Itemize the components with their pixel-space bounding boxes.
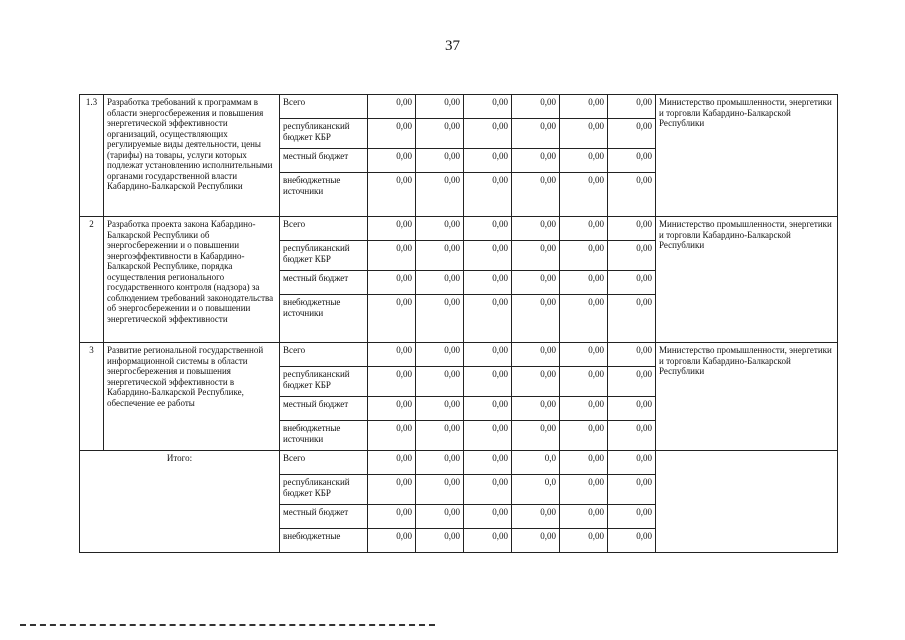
value-cell: 0,00 — [416, 119, 464, 149]
value-cell: 0,00 — [416, 271, 464, 295]
value-cell: 0,00 — [416, 421, 464, 451]
value-cell: 0,00 — [464, 475, 512, 505]
row-number: 3 — [80, 343, 104, 451]
value-cell: 0,00 — [368, 241, 416, 271]
value-cell: 0,00 — [464, 241, 512, 271]
funding-source: республиканский бюджет КБР — [280, 241, 368, 271]
value-cell: 0,00 — [464, 343, 512, 367]
value-cell: 0,00 — [608, 119, 656, 149]
value-cell: 0,00 — [512, 505, 560, 529]
funding-source: внебюджетные — [280, 529, 368, 553]
row-description: Разработка проекта закона Кабардино-Балкарской Республики об энергосбережении и о повышении энергоэффективности в Кабардино-Балкарской Республике, порядка осуществления регионального государственного контроля (надзора) за соблюдением требований законодательства об энергосбережении и о повышении энергетической эффективности — [104, 217, 280, 343]
responsible-body: Министерство промышленности, энергетики и торговли Кабардино-Балкарской Республики — [656, 95, 838, 217]
value-cell: 0,00 — [368, 397, 416, 421]
value-cell: 0,00 — [512, 241, 560, 271]
value-cell: 0,00 — [368, 149, 416, 173]
value-cell: 0,00 — [560, 451, 608, 475]
value-cell: 0,00 — [368, 271, 416, 295]
value-cell: 0,00 — [512, 119, 560, 149]
value-cell: 0,00 — [464, 451, 512, 475]
value-cell: 0,00 — [416, 95, 464, 119]
funding-source: Всего — [280, 343, 368, 367]
funding-source: внебюджетные источники — [280, 295, 368, 343]
value-cell: 0,00 — [368, 119, 416, 149]
value-cell: 0,00 — [608, 343, 656, 367]
value-cell: 0,00 — [560, 241, 608, 271]
value-cell: 0,00 — [512, 271, 560, 295]
funding-source: Всего — [280, 95, 368, 119]
value-cell: 0,00 — [608, 505, 656, 529]
value-cell: 0,00 — [416, 367, 464, 397]
value-cell: 0,00 — [560, 475, 608, 505]
value-cell: 0,00 — [608, 295, 656, 343]
value-cell: 0,00 — [512, 397, 560, 421]
value-cell: 0,00 — [512, 173, 560, 217]
value-cell: 0,00 — [560, 529, 608, 553]
responsible-body: Министерство промышленности, энергетики и торговли Кабардино-Балкарской Республики — [656, 343, 838, 451]
value-cell: 0,00 — [416, 505, 464, 529]
value-cell: 0,00 — [560, 343, 608, 367]
row-number: 2 — [80, 217, 104, 343]
value-cell: 0,00 — [368, 451, 416, 475]
funding-source: Всего — [280, 217, 368, 241]
value-cell: 0,00 — [368, 475, 416, 505]
value-cell: 0,00 — [464, 295, 512, 343]
value-cell: 0,00 — [512, 295, 560, 343]
funding-source: республиканский бюджет КБР — [280, 119, 368, 149]
row-description: Разработка требований к программам в области энергосбережения и повышения энергетической эффективности организаций, осуществляющих регулируемые виды деятельности, цены (тарифы) на товары, услуги которых подлежат установлению исполнительными органами государственной власти Кабардино-Балкарской Республики — [104, 95, 280, 217]
value-cell: 0,00 — [416, 217, 464, 241]
value-cell: 0,00 — [560, 505, 608, 529]
funding-source: внебюджетные источники — [280, 173, 368, 217]
value-cell: 0,00 — [416, 451, 464, 475]
funding-source: Всего — [280, 451, 368, 475]
value-cell: 0,00 — [608, 149, 656, 173]
value-cell: 0,00 — [416, 295, 464, 343]
value-cell: 0,00 — [416, 529, 464, 553]
value-cell: 0,00 — [560, 295, 608, 343]
responsible-body: Министерство промышленности, энергетики и торговли Кабардино-Балкарской Республики — [656, 217, 838, 343]
value-cell: 0,00 — [608, 173, 656, 217]
value-cell: 0,00 — [464, 397, 512, 421]
value-cell: 0,00 — [464, 149, 512, 173]
value-cell: 0,00 — [464, 529, 512, 553]
value-cell: 0,00 — [512, 217, 560, 241]
value-cell: 0,00 — [464, 119, 512, 149]
value-cell: 0,00 — [416, 241, 464, 271]
value-cell: 0,0 — [512, 451, 560, 475]
value-cell: 0,00 — [608, 241, 656, 271]
value-cell: 0,00 — [608, 95, 656, 119]
value-cell: 0,00 — [464, 95, 512, 119]
table-row — [80, 95, 838, 119]
value-cell: 0,00 — [560, 119, 608, 149]
value-cell: 0,00 — [464, 505, 512, 529]
value-cell: 0,00 — [512, 343, 560, 367]
value-cell: 0,00 — [560, 367, 608, 397]
table-row — [80, 451, 838, 475]
value-cell: 0,00 — [464, 421, 512, 451]
value-cell: 0,00 — [464, 271, 512, 295]
value-cell: 0,00 — [512, 95, 560, 119]
value-cell: 0,00 — [464, 217, 512, 241]
value-cell: 0,00 — [560, 149, 608, 173]
total-label: Итого: — [80, 451, 280, 553]
value-cell: 0,00 — [560, 397, 608, 421]
value-cell: 0,00 — [512, 367, 560, 397]
value-cell: 0,00 — [368, 217, 416, 241]
value-cell: 0,00 — [416, 343, 464, 367]
value-cell: 0,00 — [560, 95, 608, 119]
value-cell: 0,00 — [608, 271, 656, 295]
value-cell: 0,00 — [416, 149, 464, 173]
value-cell: 0,00 — [512, 529, 560, 553]
funding-source: местный бюджет — [280, 505, 368, 529]
table-row — [80, 217, 838, 241]
value-cell: 0,00 — [608, 529, 656, 553]
value-cell: 0,00 — [560, 271, 608, 295]
value-cell: 0,00 — [512, 149, 560, 173]
value-cell: 0,0 — [512, 475, 560, 505]
responsible-body-empty — [656, 451, 838, 553]
value-cell: 0,00 — [368, 505, 416, 529]
value-cell: 0,00 — [464, 173, 512, 217]
funding-source: местный бюджет — [280, 271, 368, 295]
funding-source: республиканский бюджет КБР — [280, 475, 368, 505]
value-cell: 0,00 — [560, 421, 608, 451]
funding-source: республиканский бюджет КБР — [280, 367, 368, 397]
table-row — [80, 343, 838, 367]
value-cell: 0,00 — [368, 421, 416, 451]
value-cell: 0,00 — [368, 343, 416, 367]
value-cell: 0,00 — [368, 367, 416, 397]
page-number: 37 — [445, 38, 460, 54]
value-cell: 0,00 — [608, 451, 656, 475]
funding-source: внебюджетные источники — [280, 421, 368, 451]
value-cell: 0,00 — [608, 367, 656, 397]
value-cell: 0,00 — [608, 421, 656, 451]
budget-table — [79, 94, 838, 553]
value-cell: 0,00 — [464, 367, 512, 397]
value-cell: 0,00 — [368, 295, 416, 343]
funding-source: местный бюджет — [280, 149, 368, 173]
value-cell: 0,00 — [512, 421, 560, 451]
value-cell: 0,00 — [416, 475, 464, 505]
footer-dashed-rule — [20, 624, 435, 626]
value-cell: 0,00 — [608, 217, 656, 241]
value-cell: 0,00 — [416, 173, 464, 217]
value-cell: 0,00 — [608, 475, 656, 505]
value-cell: 0,00 — [368, 95, 416, 119]
value-cell: 0,00 — [608, 397, 656, 421]
value-cell: 0,00 — [560, 217, 608, 241]
value-cell: 0,00 — [368, 173, 416, 217]
row-description: Развитие региональной государственной информационной системы в области энергосбережения и повышения энергетической эффективности в Кабардино-Балкарской Республике, обеспечение ее работы — [104, 343, 280, 451]
value-cell: 0,00 — [416, 397, 464, 421]
row-number: 1.3 — [80, 95, 104, 217]
funding-source: местный бюджет — [280, 397, 368, 421]
value-cell: 0,00 — [560, 173, 608, 217]
value-cell: 0,00 — [368, 529, 416, 553]
